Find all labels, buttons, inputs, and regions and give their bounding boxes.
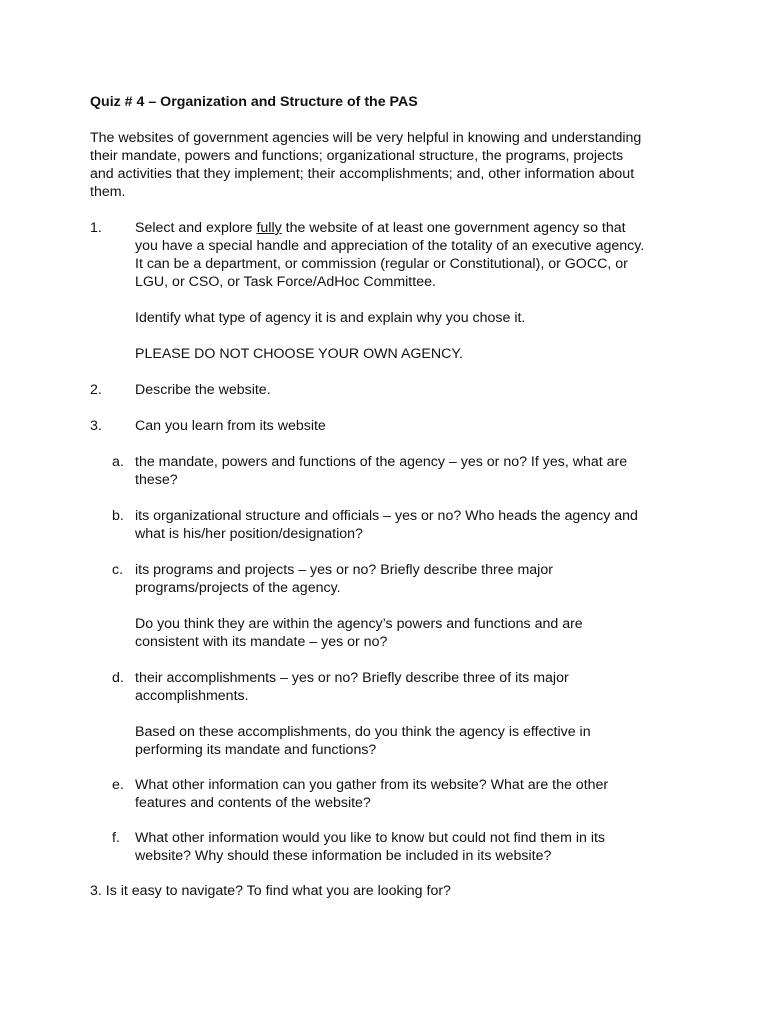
- subitem-c-followup: [135, 615, 695, 651]
- subitem-d-followup: [135, 723, 695, 759]
- q1-pre: Select and explore: [135, 220, 257, 236]
- question-1-identify: Identify what type of agency it is and explain why you chose it.: [135, 310, 526, 326]
- question-1-first-line: [135, 219, 695, 237]
- subitem-a-text: [135, 453, 695, 489]
- subitem-c-letter: c.: [112, 562, 124, 578]
- subitem-d-line: accomplishments.: [135, 688, 249, 704]
- subitem-f-line: What other information would you like to know but could not find them in its: [135, 830, 606, 846]
- question-1-line: you have a special handle and appreciation of the totality of an executive agency.: [135, 238, 645, 254]
- subitem-a-letter: a.: [112, 454, 124, 470]
- quiz-title: Quiz # 4 – Organization and Structure of the PAS: [90, 94, 418, 110]
- question-1-line: LGU, or CSO, or Task Force/AdHoc Committee.: [135, 274, 436, 290]
- question-3-number: 3.: [90, 418, 102, 434]
- intro-line: The websites of government agencies will be very helpful in knowing and understanding: [90, 130, 642, 146]
- subitem-c-followup-line: consistent with its mandate – yes or no?: [135, 634, 388, 650]
- subitem-b-line: what is his/her position/designation?: [135, 526, 363, 542]
- intro-line: them.: [90, 184, 126, 200]
- subitem-c-followup-line: Do you think they are within the agency’s powers and functions and are: [135, 616, 583, 632]
- intro-line: their mandate, powers and functions; organizational structure, the programs, projects: [90, 148, 624, 164]
- subitem-e-line: What other information can you gather from its website? What are the other: [135, 777, 609, 793]
- q1-post: the website of at least one government agency so that: [281, 220, 626, 236]
- subitem-d-followup-line: Based on these accomplishments, do you think the agency is effective in: [135, 724, 591, 740]
- question-3-navigation: 3. Is it easy to navigate? To find what you are looking for?: [90, 883, 451, 899]
- subitem-c-text: [135, 561, 695, 597]
- subitem-b-letter: b.: [112, 508, 124, 524]
- question-1-number: 1.: [90, 220, 102, 236]
- subitem-a-line: these?: [135, 472, 178, 488]
- subitem-a-line: the mandate, powers and functions of the agency – yes or no? If yes, what are: [135, 454, 628, 470]
- subitem-f-line: website? Why should these information be included in its website?: [135, 848, 552, 864]
- subitem-d-followup-line: performing its mandate and functions?: [135, 742, 377, 758]
- subitem-d-letter: d.: [112, 670, 124, 686]
- subitem-d-text: [135, 669, 695, 705]
- question-1-line: It can be a department, or commission (regular or Constitutional), or GOCC, or: [135, 256, 628, 272]
- question-2-text: Describe the website.: [135, 382, 271, 398]
- intro-paragraph: [90, 129, 690, 201]
- subitem-e-text: [135, 776, 695, 812]
- question-2-number: 2.: [90, 382, 102, 398]
- subitem-e-line: features and contents of the website?: [135, 795, 371, 811]
- subitem-c-line: its programs and projects – yes or no? Briefly describe three major: [135, 562, 553, 578]
- q1-underlined-word: fully: [256, 220, 282, 236]
- subitem-e-letter: e.: [112, 777, 124, 793]
- subitem-d-line: their accomplishments – yes or no? Briefly describe three of its major: [135, 670, 569, 686]
- subitem-f-letter: f.: [112, 830, 120, 846]
- subitem-f-text: [135, 829, 695, 865]
- subitem-b-line: its organizational structure and officials – yes or no? Who heads the agency and: [135, 508, 638, 524]
- intro-line: and activities that they implement; their accomplishments; and, other information about: [90, 166, 635, 182]
- question-1-text: [135, 219, 695, 291]
- subitem-b-text: [135, 507, 695, 543]
- question-1-notice: PLEASE DO NOT CHOOSE YOUR OWN AGENCY.: [135, 346, 463, 362]
- question-3-text: Can you learn from its website: [135, 418, 326, 434]
- subitem-c-line: programs/projects of the agency.: [135, 580, 341, 596]
